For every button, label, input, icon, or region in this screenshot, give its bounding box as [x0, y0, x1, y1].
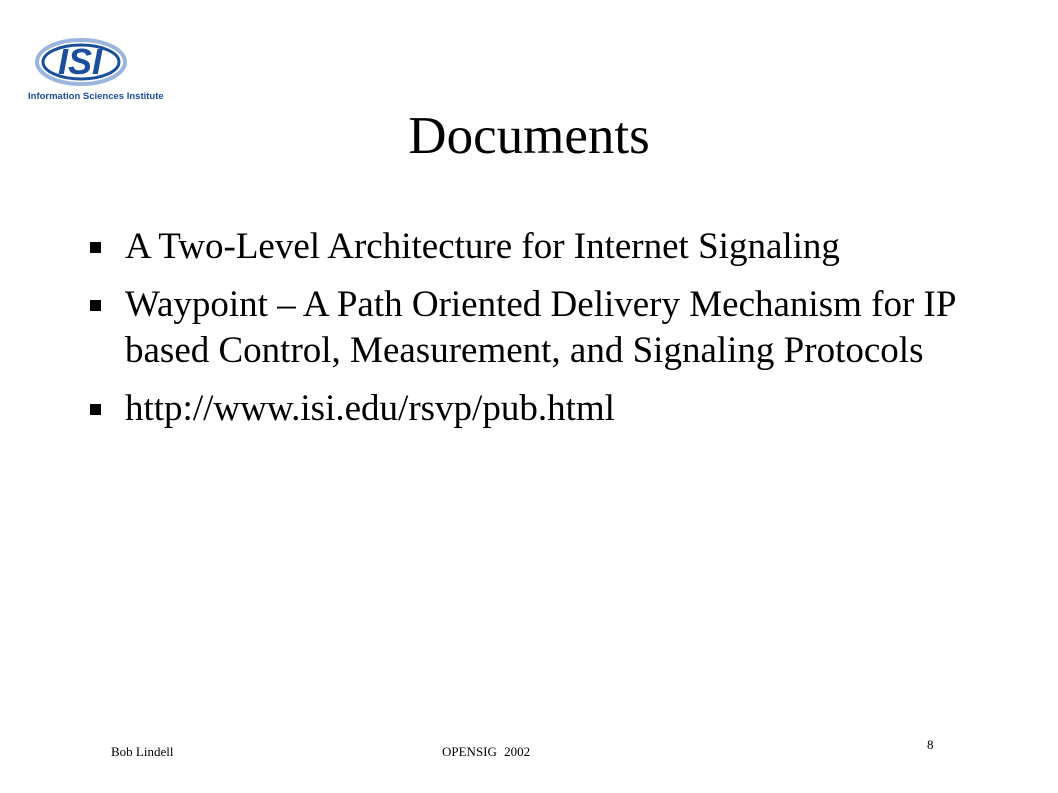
page-number: 8 [927, 737, 934, 752]
footer-author: Bob Lindell [111, 744, 174, 759]
isi-logo [24, 30, 166, 110]
bullet-list [90, 224, 990, 444]
footer-event: OPENSIG 2002 [442, 744, 531, 759]
bullet-item [90, 224, 990, 270]
bullet-item [90, 282, 990, 374]
square-bullet-icon [90, 404, 101, 415]
bullet-text: Waypoint – A Path Oriented Delivery Mechanism for IP based Control, Measurement, and Signaling Protocols [125, 284, 956, 371]
square-bullet-icon [90, 242, 101, 253]
square-bullet-icon [90, 300, 101, 311]
slide-title: Documents [408, 107, 650, 165]
svg-text:ISI: ISI [57, 41, 103, 82]
bullet-item [90, 386, 990, 432]
bullet-link-text: http://www.isi.edu/rsvp/pub.html [125, 388, 615, 429]
svg-text:Information Sciences Institute: Information Sciences Institute [28, 91, 164, 102]
isi-logo-graphic [24, 30, 166, 110]
bullet-text: A Two-Level Architecture for Internet Signaling [125, 226, 840, 267]
